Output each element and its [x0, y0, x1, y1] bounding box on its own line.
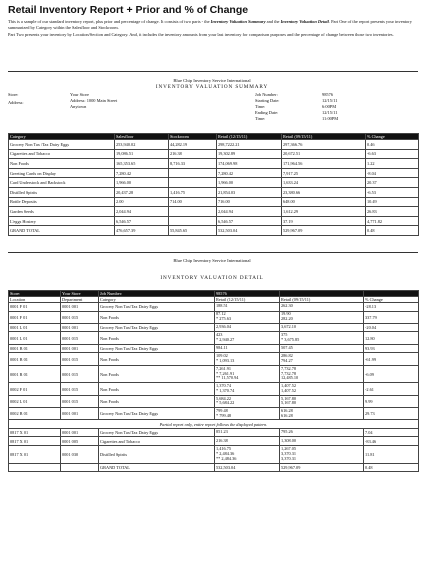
table-cell: 21,854.03: [217, 187, 282, 197]
retail-current-cell: 5,684.22 * 5,684.22: [215, 395, 280, 407]
table-cell: 298,7222.21: [217, 140, 282, 150]
department-cell: 0001 030: [61, 446, 99, 464]
percent-change-cell: 12.80: [364, 332, 419, 344]
percent-change-cell: 11.81: [364, 446, 419, 464]
table-cell: 648.00: [282, 197, 366, 207]
header-cell: Store:: [9, 291, 61, 297]
location-cell: 0817 X 01: [9, 428, 61, 437]
table-cell: 20,672.51: [282, 149, 366, 159]
table-cell: 0.48: [364, 463, 419, 472]
retail-current-cell: 216.38: [215, 437, 280, 446]
table-cell: 55,845.65: [169, 226, 217, 236]
table-row: [9, 344, 419, 353]
percent-change-cell: -61.99: [364, 353, 419, 365]
department-cell: 0001 015: [61, 332, 99, 344]
table-cell: Garden Seeds: [9, 207, 115, 217]
location-cell: 0002 F 01: [9, 383, 61, 395]
table-cell: 26.83: [366, 207, 419, 217]
table-cell: 1,966.00: [217, 178, 282, 188]
location-cell: 0001 B 01: [9, 353, 61, 365]
retail-current-cell: 7,261.91 * 7,261.91 ** 11,570.94: [215, 365, 280, 383]
category-cell: Non Foods: [99, 311, 215, 323]
table-cell: 20.37: [366, 178, 419, 188]
summary-heading: INVENTORY VALUATION SUMMARY: [155, 84, 269, 90]
department-cell: 0001 001: [61, 407, 99, 419]
retail-current-cell: 2,936.04: [215, 323, 280, 332]
table-cell: 253,940.02: [115, 140, 169, 150]
column-header: Category: [99, 297, 215, 303]
table-row: [9, 178, 419, 188]
table-cell: 7,917.25: [282, 168, 366, 178]
table-cell: Card Understock and Backstock: [9, 178, 115, 188]
column-header: % Change: [364, 297, 419, 303]
partial-report-note-row: [9, 420, 419, 429]
table-cell: 1.22: [366, 159, 419, 169]
table-cell: 44,282.19: [169, 140, 217, 150]
department-cell: 0001 015: [61, 311, 99, 323]
category-cell: Grocery Non Tax/Tax Dairy Eggs: [99, 323, 215, 332]
table-cell: 23,380.66: [282, 187, 366, 197]
table-cell: 1,966.00: [115, 178, 169, 188]
column-header: Stockroom: [169, 134, 217, 140]
header-cell: 98576: [215, 291, 280, 297]
category-cell: Non Foods: [99, 365, 215, 383]
column-header: Salesfloor: [115, 134, 169, 140]
table-cell: Greeting Cards on Display: [9, 168, 115, 178]
retail-prior-cell: 1,267.05 3,370.31 3,370.31: [280, 446, 364, 464]
summary-company: Blue Chip Inventory Service International: [173, 78, 251, 83]
retail-prior-cell: 7,732.78 7,732.78 12,485.10: [280, 365, 364, 383]
percent-change-cell: 7.04: [364, 428, 419, 437]
department-cell: 0001 001: [61, 344, 99, 353]
intro-paragraph-2: Part Two presents your inventory by Location/Section and Category. And, it includes the inventory amounts from your last inventory for comparison purposes and the percentage of change between those two inventories.: [8, 31, 394, 37]
table-row: [9, 353, 419, 365]
table-cell: 1,633.24: [282, 178, 366, 188]
department-cell: 0001 001: [61, 323, 99, 332]
table-cell: Cigarettes and Tobacco: [9, 149, 115, 159]
category-cell: Grocery Non Tax/Tax Dairy Eggs: [99, 344, 215, 353]
table-row: [9, 303, 419, 312]
category-cell: Grocery Non Tax/Tax Dairy Eggs: [99, 303, 215, 312]
table-row: [9, 446, 419, 464]
table-cell: L'eggs Hosiery: [9, 216, 115, 226]
retail-prior-cell: 262.30: [280, 303, 364, 312]
location-cell: 0001 B 01: [9, 344, 61, 353]
job-values: 98576 12/15/11 6:00PM 12/15/11 11:00PM: [322, 92, 339, 121]
table-cell: Bottle Deposits: [9, 197, 115, 207]
table-cell: [169, 168, 217, 178]
table-cell: -6.53: [366, 187, 419, 197]
table-row: [9, 149, 419, 159]
retail-current-cell: 851.23: [215, 428, 280, 437]
retail-current-cell: 423 * 2,940.27: [215, 332, 280, 344]
retail-current-cell: 87.12 * 275.63: [215, 311, 280, 323]
table-cell: 0.46: [366, 140, 419, 150]
partial-report-note: Partial report only, entire report follows the displayed pattern.: [9, 420, 419, 429]
table-row: [9, 323, 419, 332]
table-cell: 0.48: [366, 226, 419, 236]
category-cell: Non Foods: [99, 353, 215, 365]
report-title: Retail Inventory Report + Prior and % of Change: [8, 4, 249, 16]
department-cell: 0001 005: [61, 437, 99, 446]
table-cell: 529,967.09: [282, 226, 366, 236]
department-cell: 0001 001: [61, 303, 99, 312]
location-cell: 0001 F 01: [9, 303, 61, 312]
percent-change-cell: 9.99: [364, 395, 419, 407]
retail-prior-cell: 3,672.10: [280, 323, 364, 332]
table-row: [9, 311, 419, 323]
table-row: [9, 197, 419, 207]
table-cell: 216.38: [169, 149, 217, 159]
percent-change-cell: -2.61: [364, 383, 419, 395]
table-cell: -8.04: [366, 168, 419, 178]
table-cell: -6.63: [366, 149, 419, 159]
table-cell: [169, 178, 217, 188]
retail-prior-cell: 1,407.52 1,407.52: [280, 383, 364, 395]
column-header: Retail (12/15/11): [217, 134, 282, 140]
department-cell: 0001 015: [61, 383, 99, 395]
category-cell: Non Foods: [99, 395, 215, 407]
table-cell: 171,964.56: [282, 159, 366, 169]
table-cell: Distilled Spirits: [9, 187, 115, 197]
table-cell: [61, 463, 99, 472]
location-cell: 0002 L 01: [9, 395, 61, 407]
department-cell: 0001 015: [61, 395, 99, 407]
retail-current-cell: 1,370.74 * 1,370.74: [215, 383, 280, 395]
table-row: [9, 226, 419, 236]
table-row: [9, 159, 419, 169]
percent-change-cell: 337.79: [364, 311, 419, 323]
table-cell: 2.00: [115, 197, 169, 207]
department-cell: 0001 015: [61, 365, 99, 383]
table-cell: 532,503.04: [217, 226, 282, 236]
retail-prior-cell: 507.45: [280, 344, 364, 353]
table-cell: 716.00: [217, 197, 282, 207]
summary-emphasis: Inventory Valuation Summary: [210, 19, 266, 24]
table-row: [9, 437, 419, 446]
store-values: Your Store Address: 1000 Main Street Anytown: [70, 92, 118, 109]
table-cell: 10.49: [366, 197, 419, 207]
location-cell: 0001 F 01: [9, 311, 61, 323]
column-header: Location: [9, 297, 61, 303]
table-cell: [169, 216, 217, 226]
retail-current-cell: 799.48 * 799.48: [215, 407, 280, 419]
header-cell: Your Store: [61, 291, 99, 297]
table-cell: 19,302.89: [217, 149, 282, 159]
table-cell: 1,612.29: [282, 207, 366, 217]
category-cell: Grocery Non Tax/Tax Dairy Eggs: [99, 428, 215, 437]
table-cell: 476,657.39: [115, 226, 169, 236]
column-header: Category: [9, 134, 115, 140]
retail-prior-cell: 5,167.80 5,167.80: [280, 395, 364, 407]
table-row: [9, 207, 419, 217]
table-cell: 2,044.94: [115, 207, 169, 217]
column-header: % Change: [366, 134, 419, 140]
table-cell: [169, 207, 217, 217]
percent-change-cell: 93.93: [364, 344, 419, 353]
column-header: Retail (12/15/11): [215, 297, 280, 303]
intro-paragraph-1: This is a sample of our standard inventory report, plus prior and percentage of change. It consists of two parts - the Inventory Valuation Summary and the Inventory Valuation Detail. Part One of the report presents your inventory summarized by Category within the Salesfloor and Stockroom.: [8, 19, 412, 31]
category-cell: Distilled Spirits: [99, 446, 215, 464]
table-cell: 6,546.57: [217, 216, 282, 226]
store-labels: Store: Address:: [8, 92, 24, 105]
category-cell: Grocery Non Tax/Tax Dairy Eggs: [99, 407, 215, 419]
retail-prior-cell: 616.28 616.28: [280, 407, 364, 419]
department-cell: 0001 001: [61, 428, 99, 437]
location-cell: 0817 X 01: [9, 446, 61, 464]
table-cell: 714.00: [169, 197, 217, 207]
table-cell: 297,366.76: [282, 140, 366, 150]
table-cell: Grocery Non Tax /Tax Dairy Eggs: [9, 140, 115, 150]
percent-change-cell: -28.13: [364, 303, 419, 312]
table-row: [9, 216, 419, 226]
table-cell: 6,546.57: [115, 216, 169, 226]
header-cell: Job Number:: [99, 291, 215, 297]
table-row: [9, 168, 419, 178]
divider: [8, 252, 418, 253]
table-cell: GRAND TOTAL: [99, 463, 215, 472]
column-header: Retail (09/15/11): [282, 134, 366, 140]
table-row: [9, 383, 419, 395]
retail-current-cell: 188.51: [215, 303, 280, 312]
table-row: [9, 187, 419, 197]
table-cell: 8,716.33: [169, 159, 217, 169]
table-cell: 165,353.65: [115, 159, 169, 169]
divider: [8, 71, 418, 72]
location-cell: 0817 X 01: [9, 437, 61, 446]
retail-current-cell: 984.11: [215, 344, 280, 353]
table-cell: 529,967.09: [280, 463, 364, 472]
retail-current-cell: 1,416.75 * 2,484.36 ** 2,484.36: [215, 446, 280, 464]
category-cell: Non Foods: [99, 332, 215, 344]
table-cell: 4,771.82: [366, 216, 419, 226]
percent-change-cell: -83.46: [364, 437, 419, 446]
table-cell: 532,503.04: [215, 463, 280, 472]
table-cell: 37.19: [282, 216, 366, 226]
percent-change-cell: -6.09: [364, 365, 419, 383]
percent-change-cell: -20.04: [364, 323, 419, 332]
job-labels: Job Number: Starting Date: Time: Ending Date: Time:: [255, 92, 280, 121]
table-cell: [9, 463, 61, 472]
retail-prior-cell: 375 * 3,675.85: [280, 332, 364, 344]
table-row: [9, 395, 419, 407]
summary-table: [8, 133, 419, 236]
table-row: [9, 365, 419, 383]
location-cell: 0001 L 01: [9, 332, 61, 344]
detail-company: Blue Chip Inventory Service International: [173, 258, 251, 263]
detail-heading: INVENTORY VALUATION DETAIL: [160, 275, 264, 281]
detail-table: [8, 290, 419, 472]
category-cell: Cigarettes and Tobacco: [99, 437, 215, 446]
table-cell: Non Foods: [9, 159, 115, 169]
retail-prior-cell: 286.82 794.27: [280, 353, 364, 365]
location-cell: 0001 L 01: [9, 323, 61, 332]
retail-prior-cell: 795.26: [280, 428, 364, 437]
percent-change-cell: 29.73: [364, 407, 419, 419]
detail-emphasis: Inventory Valuation Detail: [280, 19, 329, 24]
table-cell: 19,086.51: [115, 149, 169, 159]
column-header: Department: [61, 297, 99, 303]
intro-text: [8, 19, 418, 38]
table-cell: 2,044.94: [217, 207, 282, 217]
table-row: [9, 140, 419, 150]
table-cell: 174,069.98: [217, 159, 282, 169]
table-row: [9, 332, 419, 344]
category-cell: Non Foods: [99, 383, 215, 395]
table-cell: 7,280.42: [217, 168, 282, 178]
retail-prior-cell: 19.90 282.20: [280, 311, 364, 323]
location-cell: 0002 B 01: [9, 407, 61, 419]
table-cell: 7,280.42: [115, 168, 169, 178]
column-header: Retail (09/15/11): [280, 297, 364, 303]
department-cell: 0001 015: [61, 353, 99, 365]
table-cell: 20,437.28: [115, 187, 169, 197]
retail-prior-cell: 1,308.00: [280, 437, 364, 446]
table-row: [9, 428, 419, 437]
grand-total-row: [9, 463, 419, 472]
table-cell: GRAND TOTAL: [9, 226, 115, 236]
retail-current-cell: 109.02 * 1,093.13: [215, 353, 280, 365]
table-cell: 1,416.75: [169, 187, 217, 197]
table-row: [9, 407, 419, 419]
location-cell: 0001 R 01: [9, 365, 61, 383]
